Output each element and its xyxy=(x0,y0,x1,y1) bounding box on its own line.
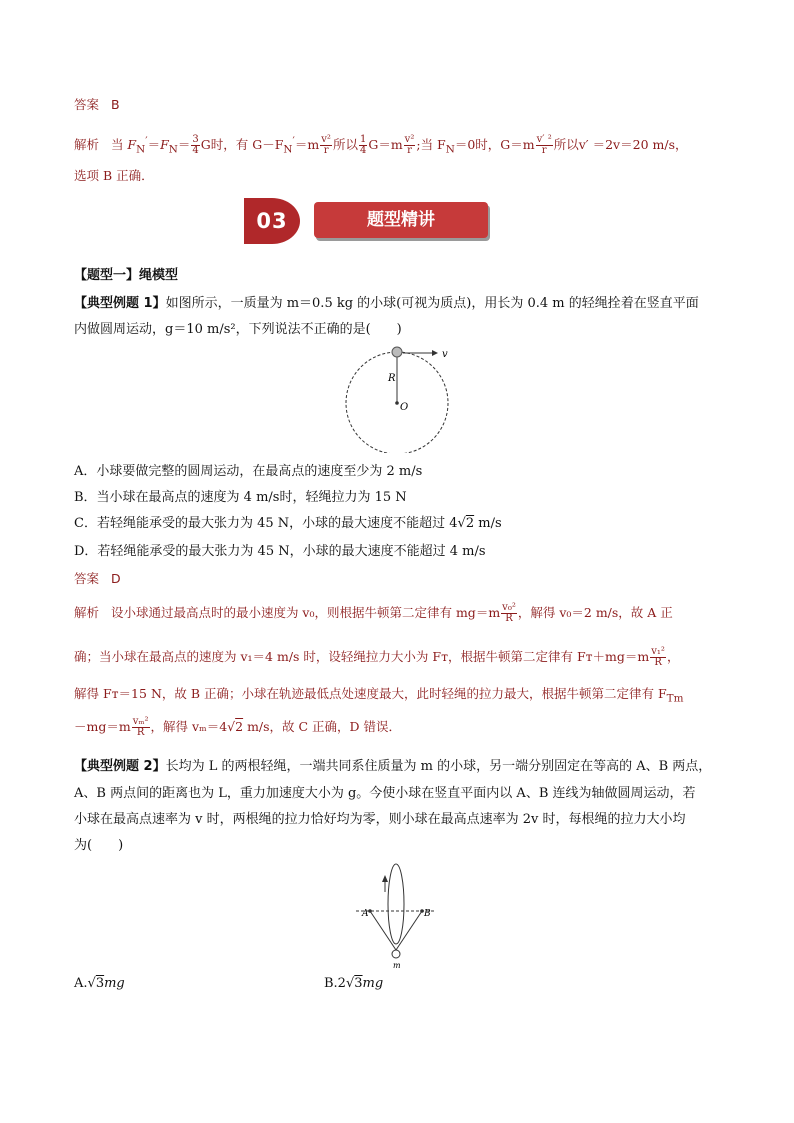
text: v² xyxy=(321,134,331,146)
fraction xyxy=(650,647,666,668)
answer-value: B xyxy=(110,97,120,112)
ex2-label: 【典型例题 2】 xyxy=(74,759,166,774)
text: 4 xyxy=(359,145,367,157)
ball xyxy=(392,347,402,357)
text: 当 F xyxy=(420,137,446,153)
text: r xyxy=(541,145,547,157)
text: mg xyxy=(362,976,384,991)
fraction xyxy=(501,603,517,624)
text: R xyxy=(136,727,145,738)
answer-label: 答案 xyxy=(74,97,100,112)
text: 3 xyxy=(95,976,105,991)
label-m: m xyxy=(393,961,401,970)
text: 解得 Fᴛ＝15 N，故 B 正确；小球在轨迹最低点处速度最大，此时轻绳的拉力最大，根据牛顿第二定律有 F xyxy=(74,686,667,701)
text: r xyxy=(407,145,412,157)
text: v′ ² xyxy=(536,134,552,146)
circle-figure xyxy=(340,343,460,453)
text: v₁² xyxy=(651,646,665,657)
text: N xyxy=(136,143,146,156)
text: 3 xyxy=(354,976,363,991)
prev-answer xyxy=(74,95,120,113)
text: N xyxy=(445,143,455,156)
text: 2 xyxy=(235,719,244,734)
ex1-analysis-l1 xyxy=(74,598,673,628)
text: vₘ² xyxy=(132,716,149,727)
fraction xyxy=(132,717,150,738)
text: C．若轻绳能承受的最大张力为 45 N，小球的最大速度不能超过 4 xyxy=(74,516,458,531)
text: 所以 xyxy=(332,137,358,153)
ex2-line1 xyxy=(74,755,711,774)
ex2-line3: 小球在最高点速率为 v 时，两根绳的拉力恰好均为零，则小球在最高点速率为 2v 时，每根绳的拉力大小均 xyxy=(74,812,686,827)
fraction xyxy=(191,135,199,156)
ex1-line2: 内做圆周运动，g＝10 m/s²，下列说法不正确的是( ) xyxy=(74,322,402,337)
text: 1 xyxy=(359,134,367,146)
center-point xyxy=(395,401,399,405)
prev-analysis: 解析 当 $F_N'=F_N=$ $\frac{3}{4}$ G时，有 $G-F_N'=m$ $\frac{\text{v²}}{r}$ 所以 $\frac{1}{4}$ G＝m $\frac{\text{v²}}{r}$ ;当 $F_N=0$时，G＝m $\frac{\text{v′ ²}}{r}$ 所以v′ ＝2v＝20 m/s， xyxy=(74,134,688,157)
text: ＝0时，G＝m xyxy=(454,137,535,153)
fraction xyxy=(359,135,367,156)
text: F xyxy=(127,137,137,153)
text: R xyxy=(654,657,662,668)
arrow-head xyxy=(382,875,388,882)
label-R: R xyxy=(388,373,396,384)
text: ＝m xyxy=(294,137,320,153)
text: N xyxy=(168,143,178,156)
analysis-label: 解析 xyxy=(74,605,100,620)
prev-analysis-line2: 选项 B 正确． xyxy=(74,168,154,183)
text: －mg＝m xyxy=(74,719,131,734)
text: ＝ xyxy=(147,137,161,153)
ex1-analysis-l3 xyxy=(74,682,683,711)
answer-value: D xyxy=(110,571,121,586)
text: Tm xyxy=(666,692,684,705)
text: 2 xyxy=(465,516,475,531)
text: G＝m xyxy=(368,137,403,153)
orbit-ellipse xyxy=(388,864,404,944)
text: 4 xyxy=(192,145,199,157)
label-B: B xyxy=(424,909,431,919)
arrow-head xyxy=(432,350,438,356)
ex2-option-a: A.√3mg xyxy=(74,976,125,991)
ex1-option-a: A．小球要做完整的圆周运动，在最高点的速度至少为 2 m/s xyxy=(74,464,423,479)
text: ′ xyxy=(145,135,148,147)
fraction xyxy=(404,135,416,156)
rope-a xyxy=(370,911,396,950)
fraction xyxy=(320,135,332,156)
text: mg xyxy=(104,976,125,991)
ex2-text: 长均为 L 的两根轻绳，一端共同系住质量为 m 的小球，另一端分别固定在等高的 A、B 两点， xyxy=(165,759,712,774)
two-rope-figure xyxy=(352,862,442,970)
ex2-line4: 为( ) xyxy=(74,838,124,853)
text: B.2 xyxy=(324,976,346,991)
ex1-analysis-l2 xyxy=(74,642,679,672)
label-O: O xyxy=(400,402,409,413)
text: 3 xyxy=(192,134,199,146)
text: 所以v′ ＝2v＝20 m/s， xyxy=(553,137,688,153)
text: ， xyxy=(666,649,680,664)
text: ，解得 vₘ＝4 xyxy=(150,719,228,734)
ex1-option-c: C．若轻绳能承受的最大张力为 45 N，小球的最大速度不能超过 4√2 m/s xyxy=(74,516,502,531)
point-a xyxy=(368,909,372,913)
ex1-option-b: B．当小球在最高点的速度为 4 m/s时，轻绳拉力为 15 N xyxy=(74,490,407,505)
section-title: 题型精讲 xyxy=(314,202,488,238)
text: m/s xyxy=(474,516,502,531)
ex1-answer xyxy=(74,569,121,587)
text: R xyxy=(505,613,513,624)
text: 当 xyxy=(110,137,128,153)
text: v₀² xyxy=(502,602,516,613)
ex1-option-d: D．若轻绳能承受的最大张力为 45 N，小球的最大速度不能超过 4 m/s xyxy=(74,544,486,559)
ex2-line2: A、B 两点间的距离也为 L，重力加速度大小为 g。今使小球在竖直平面内以 A、B 连线为轴做圆周运动，若 xyxy=(74,786,696,801)
text: 设小球通过最高点时的最小速度为 v₀，则根据牛顿第二定律有 mg＝m xyxy=(110,605,501,620)
ex1-analysis-l4: －mg＝m $\frac{\text{vₘ²}}{R}$ ，解得 vₘ＝4√2 m/s，故 C 正确，D 错误． xyxy=(74,716,402,738)
label-A: A xyxy=(362,909,369,919)
section-banner xyxy=(244,198,494,244)
text: m/s，故 C 正确，D 错误． xyxy=(243,719,402,734)
answer-label: 答案 xyxy=(74,571,100,586)
type1-title: 【题型一】绳模型 xyxy=(74,268,179,283)
ex1-text: 如图所示，一质量为 m＝0.5 kg 的小球(可视为质点)，用长为 0.4 m 的轻绳拴着在竖直平面 xyxy=(165,296,699,311)
text: r xyxy=(323,145,329,157)
rope-b xyxy=(396,911,422,950)
fraction xyxy=(536,135,553,156)
text: F xyxy=(160,137,169,153)
analysis-label: 解析 xyxy=(74,137,100,153)
section-number: 03 xyxy=(244,198,300,244)
text: ，解得 v₀＝2 m/s，故 A 正 xyxy=(517,605,673,620)
ball xyxy=(392,950,400,958)
text: v² xyxy=(404,134,415,146)
label-v: v xyxy=(442,349,448,360)
text: ＝ xyxy=(177,137,191,153)
text: 确；当小球在最高点的速度为 v₁＝4 m/s 时，设轻绳拉力大小为 Fᴛ，根据牛顿第二定律有 Fᴛ＋mg＝m xyxy=(74,649,650,664)
text: A. xyxy=(74,976,88,991)
text: N xyxy=(283,143,293,156)
text: ′ xyxy=(292,135,295,147)
text: G时，有 G－F xyxy=(200,137,284,153)
ex1-line1 xyxy=(74,292,699,311)
ex2-option-b: B.2√3mg xyxy=(324,976,384,991)
ex1-label: 【典型例题 1】 xyxy=(74,296,166,311)
